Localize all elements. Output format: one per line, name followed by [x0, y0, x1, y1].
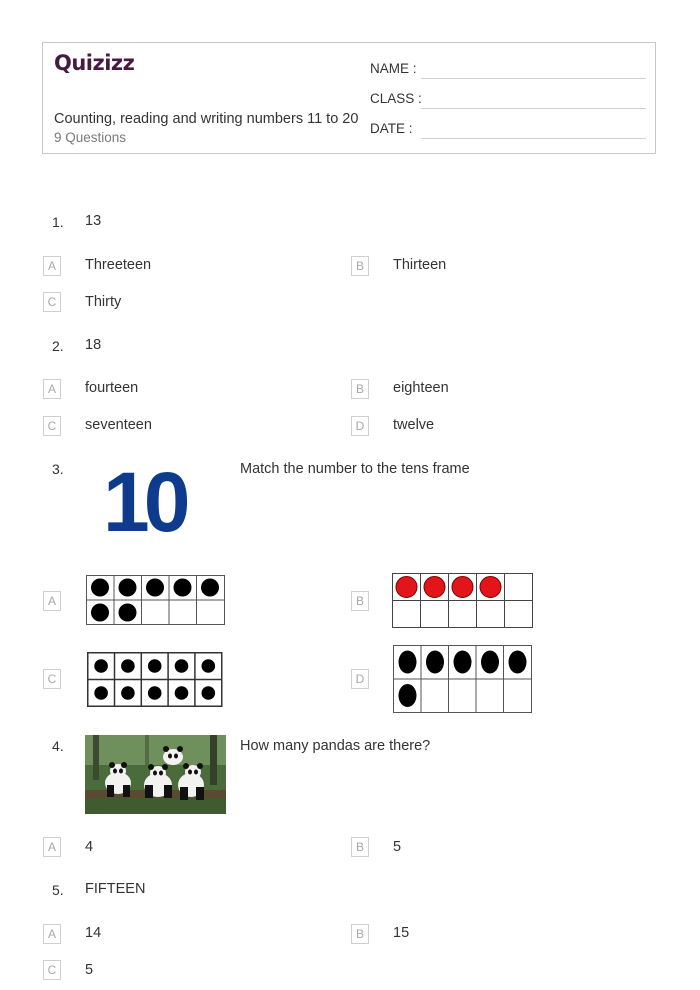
- question-count: 9 Questions: [54, 130, 127, 145]
- tens-frame-a-graphic: [86, 575, 225, 626]
- option-letter: D: [351, 669, 369, 689]
- question-number: 1.: [52, 214, 64, 230]
- pandas-photo-graphic: [85, 735, 226, 814]
- name-line[interactable]: [421, 78, 646, 79]
- question-text: 18: [85, 337, 102, 353]
- option-text[interactable]: 5: [85, 962, 94, 978]
- option-text[interactable]: 4: [85, 839, 94, 855]
- question-text: How many pandas are there?: [240, 738, 431, 754]
- question-text: 13: [85, 213, 102, 229]
- date-label: DATE :: [370, 121, 413, 136]
- option-text[interactable]: twelve: [393, 417, 435, 433]
- option-letter: A: [43, 256, 61, 276]
- option-letter: B: [351, 591, 369, 611]
- option-text[interactable]: 14: [85, 925, 102, 941]
- option-letter: B: [351, 924, 369, 944]
- name-label: NAME :: [370, 61, 417, 76]
- option-text[interactable]: Thirty: [85, 294, 122, 310]
- option-text[interactable]: Threeteen: [85, 257, 152, 273]
- option-text[interactable]: fourteen: [85, 380, 139, 396]
- tens-frame-d-graphic: [393, 645, 533, 714]
- option-letter: C: [43, 292, 61, 312]
- quizizz-logo: Quizizz: [54, 51, 135, 75]
- worksheet-header: [42, 42, 656, 154]
- tens-frame-c[interactable]: [87, 652, 223, 708]
- option-letter: A: [43, 379, 61, 399]
- question-number: 3.: [52, 461, 64, 477]
- option-text[interactable]: 15: [393, 925, 410, 941]
- tens-frame-a[interactable]: [86, 575, 225, 626]
- question-text: FIFTEEN: [85, 881, 146, 897]
- question-number: 2.: [52, 338, 64, 354]
- class-line[interactable]: [421, 108, 646, 109]
- option-letter: B: [351, 256, 369, 276]
- option-letter: A: [43, 837, 61, 857]
- option-letter: A: [43, 924, 61, 944]
- tens-frame-b[interactable]: [392, 573, 534, 629]
- tens-frame-b-graphic: [392, 573, 534, 629]
- option-text[interactable]: 5: [393, 839, 402, 855]
- option-letter: B: [351, 379, 369, 399]
- question-number: 5.: [52, 882, 64, 898]
- pandas-photo: [85, 735, 226, 814]
- worksheet-title: Counting, reading and writing numbers 11 to 20: [54, 111, 359, 127]
- tens-frame-c-graphic: [87, 652, 223, 708]
- option-letter: C: [43, 669, 61, 689]
- date-line[interactable]: [421, 138, 646, 139]
- option-letter: C: [43, 416, 61, 436]
- option-text[interactable]: eighteen: [393, 380, 449, 396]
- option-text[interactable]: Thirteen: [393, 257, 447, 273]
- tens-frame-d[interactable]: [393, 645, 533, 714]
- option-letter: C: [43, 960, 61, 980]
- class-label: CLASS :: [370, 91, 422, 106]
- option-letter: A: [43, 591, 61, 611]
- number-ten-image: 10: [103, 455, 185, 549]
- option-letter: B: [351, 837, 369, 857]
- question-number: 4.: [52, 738, 64, 754]
- question-text: Match the number to the tens frame: [240, 461, 470, 477]
- option-text[interactable]: seventeen: [85, 417, 152, 433]
- option-letter: D: [351, 416, 369, 436]
